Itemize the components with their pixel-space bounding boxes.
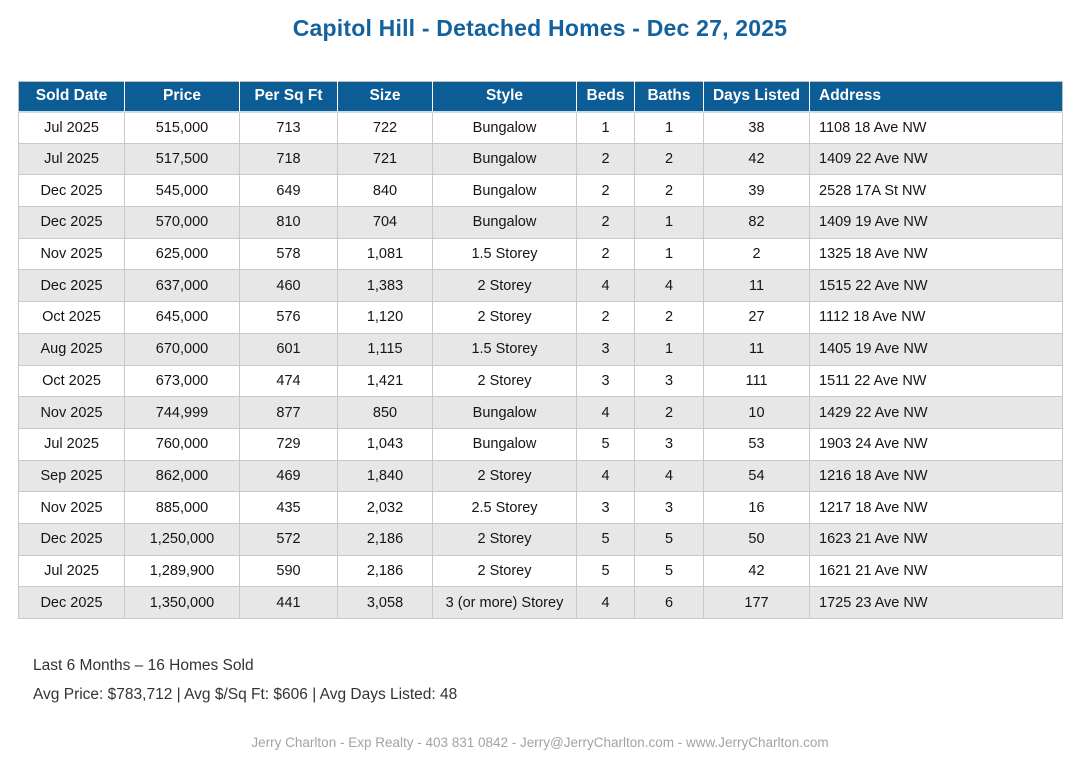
cell-per-sq-ft: 877 [240, 397, 338, 429]
cell-address: 1216 18 Ave NW [810, 460, 1063, 492]
cell-style: Bungalow [433, 175, 577, 207]
column-header-days-listed: Days Listed [704, 82, 810, 112]
cell-style: 2 Storey [433, 302, 577, 334]
cell-days-listed: 39 [704, 175, 810, 207]
table-row [19, 207, 1063, 239]
cell-style: 2 Storey [433, 460, 577, 492]
column-header-style: Style [433, 82, 577, 112]
cell-beds: 5 [577, 555, 635, 587]
column-header-baths: Baths [635, 82, 704, 112]
cell-beds: 3 [577, 365, 635, 397]
cell-size: 1,383 [338, 270, 433, 302]
cell-address: 1903 24 Ave NW [810, 428, 1063, 460]
cell-price: 760,000 [125, 428, 240, 460]
cell-days-listed: 50 [704, 523, 810, 555]
column-header-size: Size [338, 82, 433, 112]
cell-days-listed: 42 [704, 555, 810, 587]
cell-baths: 1 [635, 238, 704, 270]
cell-beds: 4 [577, 270, 635, 302]
column-header-address: Address [810, 82, 1063, 112]
column-header-sold-date: Sold Date [19, 82, 125, 112]
cell-sold-date: Jul 2025 [19, 555, 125, 587]
cell-address: 1621 21 Ave NW [810, 555, 1063, 587]
cell-style: Bungalow [433, 143, 577, 175]
cell-style: 2 Storey [433, 523, 577, 555]
cell-days-listed: 11 [704, 333, 810, 365]
cell-days-listed: 38 [704, 112, 810, 144]
cell-size: 1,081 [338, 238, 433, 270]
cell-beds: 2 [577, 302, 635, 334]
cell-sold-date: Jul 2025 [19, 143, 125, 175]
cell-style: 2 Storey [433, 555, 577, 587]
column-header-price: Price [125, 82, 240, 112]
cell-price: 517,500 [125, 143, 240, 175]
table-header-row [19, 82, 1063, 112]
cell-sold-date: Oct 2025 [19, 365, 125, 397]
cell-days-listed: 177 [704, 587, 810, 619]
cell-size: 1,421 [338, 365, 433, 397]
table-row [19, 365, 1063, 397]
cell-style: 3 (or more) Storey [433, 587, 577, 619]
cell-size: 1,115 [338, 333, 433, 365]
cell-sold-date: Nov 2025 [19, 397, 125, 429]
cell-per-sq-ft: 649 [240, 175, 338, 207]
cell-price: 645,000 [125, 302, 240, 334]
cell-size: 3,058 [338, 587, 433, 619]
cell-address: 1429 22 Ave NW [810, 397, 1063, 429]
cell-beds: 4 [577, 587, 635, 619]
cell-per-sq-ft: 578 [240, 238, 338, 270]
cell-size: 721 [338, 143, 433, 175]
cell-sold-date: Aug 2025 [19, 333, 125, 365]
cell-style: Bungalow [433, 397, 577, 429]
cell-price: 515,000 [125, 112, 240, 144]
cell-size: 2,032 [338, 492, 433, 524]
table-header [19, 82, 1063, 112]
cell-sold-date: Dec 2025 [19, 207, 125, 239]
table-row [19, 143, 1063, 175]
cell-size: 850 [338, 397, 433, 429]
cell-per-sq-ft: 713 [240, 112, 338, 144]
cell-style: 2.5 Storey [433, 492, 577, 524]
cell-baths: 2 [635, 143, 704, 175]
cell-baths: 1 [635, 112, 704, 144]
cell-baths: 5 [635, 555, 704, 587]
cell-beds: 5 [577, 428, 635, 460]
cell-days-listed: 82 [704, 207, 810, 239]
cell-beds: 4 [577, 460, 635, 492]
cell-sold-date: Nov 2025 [19, 492, 125, 524]
cell-style: Bungalow [433, 428, 577, 460]
table-row [19, 238, 1063, 270]
table-row [19, 555, 1063, 587]
cell-days-listed: 27 [704, 302, 810, 334]
table-row [19, 112, 1063, 144]
cell-size: 1,120 [338, 302, 433, 334]
cell-address: 1108 18 Ave NW [810, 112, 1063, 144]
table-body [19, 112, 1063, 619]
cell-beds: 5 [577, 523, 635, 555]
cell-per-sq-ft: 729 [240, 428, 338, 460]
cell-beds: 1 [577, 112, 635, 144]
summary-homes-sold: Last 6 Months – 16 Homes Sold [33, 657, 254, 674]
cell-address: 1409 19 Ave NW [810, 207, 1063, 239]
cell-baths: 1 [635, 333, 704, 365]
cell-size: 1,043 [338, 428, 433, 460]
cell-beds: 3 [577, 333, 635, 365]
cell-price: 625,000 [125, 238, 240, 270]
cell-per-sq-ft: 576 [240, 302, 338, 334]
cell-sold-date: Oct 2025 [19, 302, 125, 334]
cell-sold-date: Jul 2025 [19, 112, 125, 144]
cell-per-sq-ft: 572 [240, 523, 338, 555]
cell-beds: 2 [577, 143, 635, 175]
cell-baths: 3 [635, 492, 704, 524]
cell-sold-date: Dec 2025 [19, 523, 125, 555]
cell-sold-date: Dec 2025 [19, 587, 125, 619]
cell-per-sq-ft: 810 [240, 207, 338, 239]
cell-size: 840 [338, 175, 433, 207]
column-header-beds: Beds [577, 82, 635, 112]
cell-days-listed: 42 [704, 143, 810, 175]
cell-address: 1405 19 Ave NW [810, 333, 1063, 365]
cell-days-listed: 11 [704, 270, 810, 302]
cell-address: 1217 18 Ave NW [810, 492, 1063, 524]
cell-size: 704 [338, 207, 433, 239]
cell-per-sq-ft: 460 [240, 270, 338, 302]
table-row [19, 587, 1063, 619]
cell-per-sq-ft: 474 [240, 365, 338, 397]
cell-address: 1511 22 Ave NW [810, 365, 1063, 397]
cell-beds: 2 [577, 175, 635, 207]
cell-price: 744,999 [125, 397, 240, 429]
cell-sold-date: Jul 2025 [19, 428, 125, 460]
cell-baths: 3 [635, 428, 704, 460]
cell-beds: 2 [577, 207, 635, 239]
cell-sold-date: Sep 2025 [19, 460, 125, 492]
cell-baths: 1 [635, 207, 704, 239]
cell-style: 2 Storey [433, 270, 577, 302]
cell-size: 1,840 [338, 460, 433, 492]
cell-baths: 3 [635, 365, 704, 397]
summary-averages: Avg Price: $783,712 | Avg $/Sq Ft: $606 | Avg Days Listed: 48 [33, 686, 458, 703]
cell-price: 637,000 [125, 270, 240, 302]
cell-price: 670,000 [125, 333, 240, 365]
table-row [19, 175, 1063, 207]
cell-per-sq-ft: 601 [240, 333, 338, 365]
sold-homes-table [18, 81, 1063, 619]
cell-price: 673,000 [125, 365, 240, 397]
cell-days-listed: 10 [704, 397, 810, 429]
cell-address: 1515 22 Ave NW [810, 270, 1063, 302]
cell-style: Bungalow [433, 112, 577, 144]
cell-beds: 2 [577, 238, 635, 270]
cell-baths: 5 [635, 523, 704, 555]
cell-style: 1.5 Storey [433, 238, 577, 270]
cell-style: 2 Storey [433, 365, 577, 397]
cell-style: 1.5 Storey [433, 333, 577, 365]
cell-baths: 4 [635, 460, 704, 492]
cell-baths: 2 [635, 175, 704, 207]
cell-address: 1112 18 Ave NW [810, 302, 1063, 334]
cell-per-sq-ft: 590 [240, 555, 338, 587]
cell-price: 545,000 [125, 175, 240, 207]
cell-days-listed: 53 [704, 428, 810, 460]
cell-size: 2,186 [338, 523, 433, 555]
table-row [19, 428, 1063, 460]
cell-style: Bungalow [433, 207, 577, 239]
cell-price: 862,000 [125, 460, 240, 492]
cell-price: 570,000 [125, 207, 240, 239]
cell-beds: 3 [577, 492, 635, 524]
table-row [19, 333, 1063, 365]
agent-contact-line: Jerry Charlton - Exp Realty - 403 831 0842 - Jerry@JerryCharlton.com - www.JerryCharlton.com [251, 735, 829, 750]
cell-price: 1,250,000 [125, 523, 240, 555]
table-row [19, 270, 1063, 302]
cell-sold-date: Nov 2025 [19, 238, 125, 270]
cell-sold-date: Dec 2025 [19, 175, 125, 207]
cell-baths: 2 [635, 302, 704, 334]
table-row [19, 397, 1063, 429]
cell-per-sq-ft: 469 [240, 460, 338, 492]
cell-days-listed: 54 [704, 460, 810, 492]
page-title: Capitol Hill - Detached Homes - Dec 27, 2025 [292, 15, 788, 41]
column-header-per-sq-ft: Per Sq Ft [240, 82, 338, 112]
cell-per-sq-ft: 441 [240, 587, 338, 619]
cell-days-listed: 16 [704, 492, 810, 524]
cell-baths: 4 [635, 270, 704, 302]
cell-per-sq-ft: 435 [240, 492, 338, 524]
cell-address: 1623 21 Ave NW [810, 523, 1063, 555]
cell-address: 2528 17A St NW [810, 175, 1063, 207]
cell-beds: 4 [577, 397, 635, 429]
cell-address: 1409 22 Ave NW [810, 143, 1063, 175]
cell-days-listed: 111 [704, 365, 810, 397]
cell-sold-date: Dec 2025 [19, 270, 125, 302]
cell-baths: 6 [635, 587, 704, 619]
cell-size: 2,186 [338, 555, 433, 587]
table-row [19, 460, 1063, 492]
cell-price: 1,350,000 [125, 587, 240, 619]
cell-days-listed: 2 [704, 238, 810, 270]
cell-size: 722 [338, 112, 433, 144]
cell-price: 1,289,900 [125, 555, 240, 587]
table-row [19, 523, 1063, 555]
cell-address: 1325 18 Ave NW [810, 238, 1063, 270]
table-row [19, 302, 1063, 334]
cell-per-sq-ft: 718 [240, 143, 338, 175]
cell-baths: 2 [635, 397, 704, 429]
cell-price: 885,000 [125, 492, 240, 524]
cell-address: 1725 23 Ave NW [810, 587, 1063, 619]
table-row [19, 492, 1063, 524]
